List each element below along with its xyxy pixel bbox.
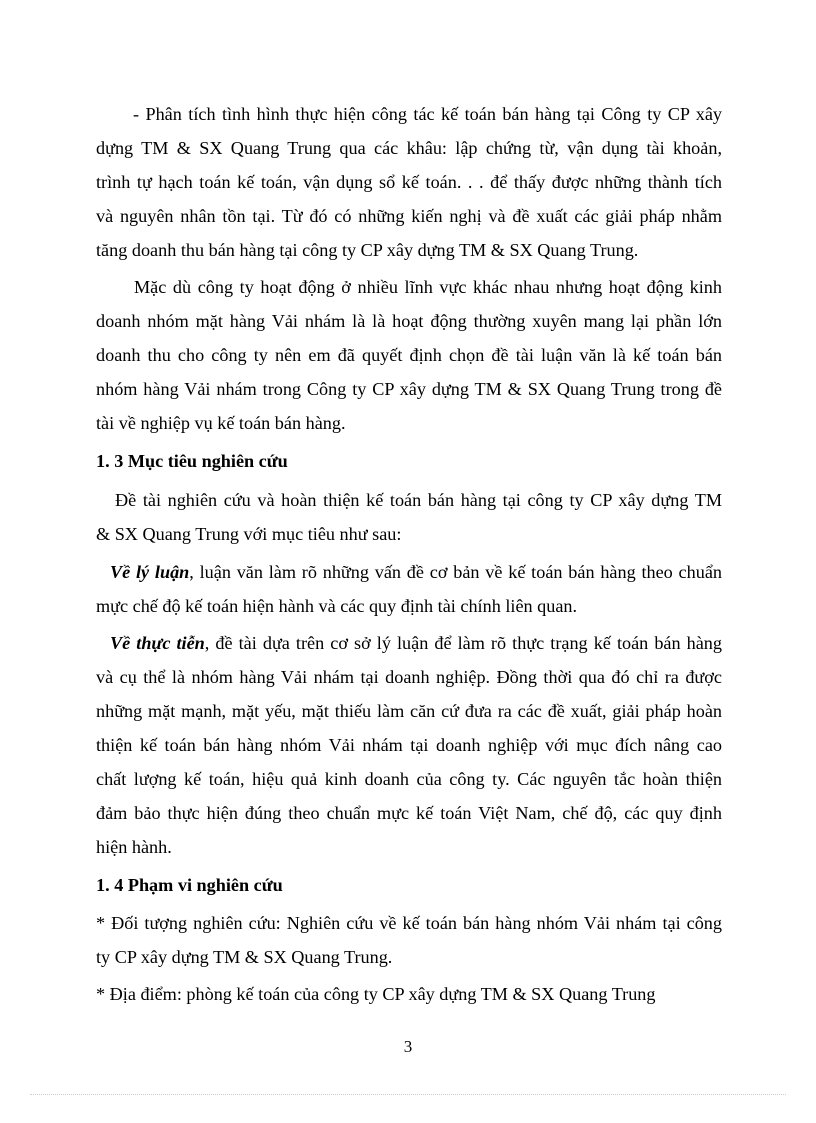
text-line: đảm bảo thực hiện đúng theo chuẩn mực kế toán Việt Nam, chế độ, các quy định <box>96 803 722 823</box>
text-line: và nguyên nhân tồn tại. Từ đó có những kiến nghị và đề xuất các giải pháp nhằm <box>96 206 722 226</box>
text-line: và cụ thể là nhóm hàng Vải nhám tại doanh nghiệp. Đồng thời qua đó chỉ ra được <box>96 667 722 687</box>
text-line: doanh thu cho công ty nên em đã quyết định chọn đề tài luận văn là kế toán bán <box>96 345 722 365</box>
text-line <box>110 626 722 660</box>
text-line: tài về nghiệp vụ kế toán bán hàng. <box>96 413 346 433</box>
text-line: ty CP xây dựng TM & SX Quang Trung. <box>96 947 393 967</box>
page-number: 3 <box>403 1037 413 1056</box>
text-line: hiện hành. <box>96 837 172 857</box>
text-run: , đề tài dựa trên cơ sở lý luận để làm rõ thực trạng kế toán bán hàng <box>204 633 722 653</box>
text-line: trình tự hạch toán kế toán, vận dụng sổ kế toán. . . để thấy được những thành tích <box>96 172 722 192</box>
text-line: nhóm hàng Vải nhám trong Công ty CP xây dựng TM & SX Quang Trung trong đề <box>96 379 722 399</box>
section-heading: 1. 3 Mục tiêu nghiên cứu <box>96 451 288 471</box>
text-line: Đề tài nghiên cứu và hoàn thiện kế toán bán hàng tại công ty CP xây dựng TM <box>115 490 722 510</box>
text-line: những mặt mạnh, mặt yếu, mặt thiếu làm căn cứ đưa ra các đề xuất, giải pháp hoàn <box>96 701 722 721</box>
text-line: chất lượng kế toán, hiệu quả kinh doanh của công ty. Các nguyên tắc hoàn thiện <box>96 769 722 789</box>
text-line: doanh nhóm mặt hàng Vải nhám là là hoạt động thường xuyên mang lại phần lớn <box>96 311 722 331</box>
text-line: Mặc dù công ty hoạt động ở nhiều lĩnh vực khác nhau nhưng hoạt động kinh <box>134 277 722 297</box>
text-line: thiện kế toán bán hàng nhóm Vải nhám tại doanh nghiệp với mục đích nâng cao <box>96 735 722 755</box>
text-line: mực chế độ kế toán hiện hành và các quy định tài chính liên quan. <box>96 596 578 616</box>
page-divider <box>30 1094 786 1095</box>
text-line <box>110 555 722 589</box>
text-line: * Địa điểm: phòng kế toán của công ty CP xây dựng TM & SX Quang Trung <box>96 984 656 1004</box>
emphasis-term: Về lý luận <box>110 562 190 582</box>
text-line: dựng TM & SX Quang Trung qua các khâu: lập chứng từ, vận dụng tài khoản, <box>96 138 722 158</box>
emphasis-term: Về thực tiễn <box>110 633 205 653</box>
text-line: tăng doanh thu bán hàng tại công ty CP xây dựng TM & SX Quang Trung. <box>96 240 639 260</box>
section-heading: 1. 4 Phạm vi nghiên cứu <box>96 875 283 895</box>
text-run: , luận văn làm rõ những vấn đề cơ bản về kế toán bán hàng theo chuẩn <box>189 562 722 582</box>
text-line: & SX Quang Trung với mục tiêu như sau: <box>96 524 402 544</box>
text-line: - Phân tích tình hình thực hiện công tác kế toán bán hàng tại Công ty CP xây <box>133 104 722 124</box>
text-line: * Đối tượng nghiên cứu: Nghiên cứu về kế toán bán hàng nhóm Vải nhám tại công <box>96 913 722 933</box>
